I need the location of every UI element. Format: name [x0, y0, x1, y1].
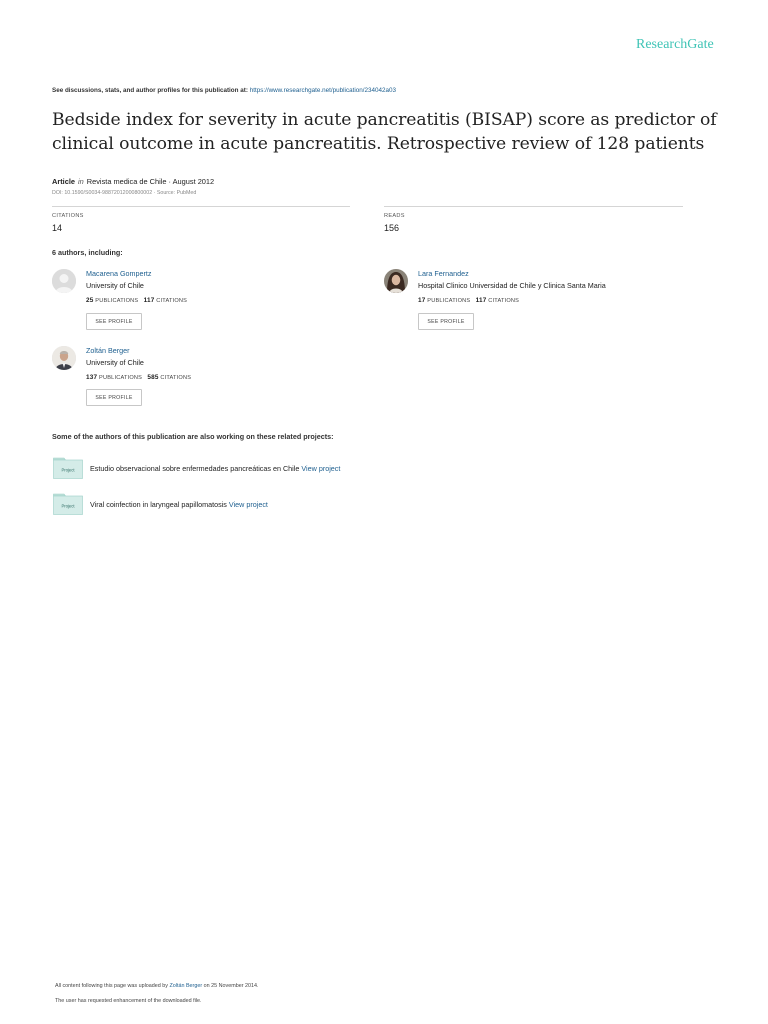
authors-heading: 6 authors, including: — [52, 248, 123, 257]
author-citations-label: CITATIONS — [160, 375, 192, 381]
author-citations-count: 117 — [143, 297, 155, 304]
author-citations-count: 585 — [147, 374, 159, 381]
article-in: in — [78, 177, 84, 186]
doi-line: DOI: 10.1590/S0034-98872012000800002 · Source: PubMed — [52, 190, 197, 196]
uploader-link[interactable]: Zoltán Berger — [169, 983, 203, 989]
journal-name: Revista medica de Chile · August 2012 — [86, 177, 215, 186]
author-affiliation: Hospital Clinico Universidad de Chile y Clinica Santa Maria — [418, 281, 606, 290]
related-projects-heading: Some of the authors of this publication are also working on these related projects: — [52, 432, 334, 441]
author-citations-count: 117 — [475, 297, 487, 304]
author-stats — [86, 297, 187, 304]
author-stats — [418, 297, 519, 304]
project-title: Viral coinfection in laryngeal papillomatosis — [90, 500, 227, 509]
project-folder-icon — [53, 457, 83, 479]
author-photo-icon — [52, 346, 76, 370]
author-name[interactable]: Zoltán Berger — [86, 346, 130, 355]
project-icon-label: Project — [61, 467, 75, 473]
project-row — [90, 500, 268, 509]
author-citations-label: CITATIONS — [488, 298, 520, 304]
author-publications-count: 17 — [418, 297, 426, 304]
avatar-lara-fernandez[interactable] — [384, 269, 408, 293]
uploaded-by-note — [55, 983, 259, 989]
citations-label: CITATIONS — [52, 213, 84, 219]
project-folder-icon — [53, 493, 83, 515]
divider-reads — [384, 206, 683, 207]
default-avatar-icon — [52, 269, 76, 293]
reads-value: 156 — [384, 223, 400, 233]
citations-value: 14 — [52, 223, 63, 233]
author-publications-count: 25 — [86, 297, 94, 304]
divider-citations — [52, 206, 350, 207]
avatar-macarena-gompertz[interactable] — [52, 269, 76, 293]
project-row — [90, 464, 340, 473]
enhancement-note: The user has requested enhancement of the downloaded file. — [55, 998, 202, 1004]
author-publications-label: PUBLICATIONS — [95, 298, 139, 304]
author-publications-label: PUBLICATIONS — [99, 375, 143, 381]
publication-url-link[interactable]: https://www.researchgate.net/publication/234042a03 — [249, 87, 397, 94]
project-title: Estudio observacional sobre enfermedades pancreáticas en Chile — [90, 464, 300, 473]
view-project-link[interactable]: View project — [228, 500, 268, 509]
see-discussions-line — [52, 87, 396, 94]
project-icon-label: Project — [61, 503, 75, 509]
author-publications-label: PUBLICATIONS — [427, 298, 471, 304]
reads-label: READS — [384, 213, 405, 219]
see-profile-button[interactable]: SEE PROFILE — [418, 313, 474, 330]
uploaded-prefix: All content following this page was uploaded by — [55, 983, 168, 989]
author-photo-icon — [384, 269, 408, 293]
author-stats — [86, 374, 191, 381]
avatar-zoltan-berger[interactable] — [52, 346, 76, 370]
author-name[interactable]: Macarena Gompertz — [86, 269, 152, 278]
see-discussions-text: See discussions, stats, and author profiles for this publication at: — [52, 87, 248, 94]
see-profile-button[interactable]: SEE PROFILE — [86, 313, 142, 330]
view-project-link[interactable]: View project — [301, 464, 341, 473]
author-name[interactable]: Lara Fernandez — [418, 269, 469, 278]
uploaded-suffix: on 25 November 2014. — [203, 983, 259, 989]
article-type: Article — [52, 177, 76, 186]
publication-title: Bedside index for severity in acute pancreatitis (BISAP) score as predictor of clinical outcome in acute pancreatitis. Retrospective review of 128 patients — [52, 110, 717, 154]
see-profile-button[interactable]: SEE PROFILE — [86, 389, 142, 406]
article-meta — [52, 177, 214, 186]
author-affiliation: University of Chile — [86, 281, 144, 290]
author-publications-count: 137 — [86, 374, 98, 381]
author-citations-label: CITATIONS — [156, 298, 188, 304]
researchgate-logo[interactable]: ResearchGate — [636, 37, 714, 52]
author-affiliation: University of Chile — [86, 358, 144, 367]
